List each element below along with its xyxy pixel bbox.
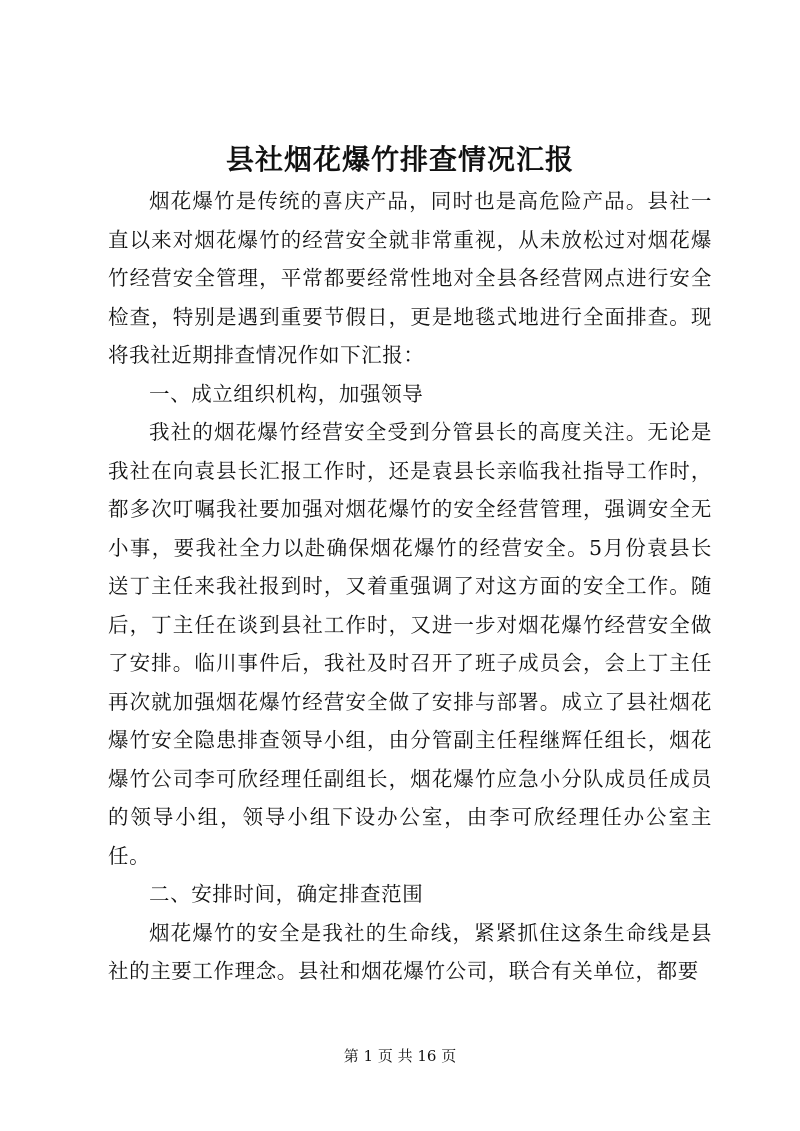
page-number-footer: 第 1 页 共 16 页 xyxy=(343,1047,457,1065)
section-1-paragraph: 我社的烟花爆竹经营安全受到分管县长的高度关注。无论是我社在向袁县长汇报工作时，还是袁县长亲临我社指导工作时，都多次叮嘱我社要加强对烟花爆竹的安全经营管理，强调安全无小事，要我社全力以赴确保烟花爆竹的经营安全。5月份袁县长送丁主任来我社报到时，又着重强调了对这方面的安全工作。随后，丁主任在谈到县社工作时，又进一步对烟花爆竹经营安全做了安排。临川事件后，我社及时召开了班子成员会，会上丁主任再次就加强烟花爆竹经营安全做了安排与部署。成立了县社烟花爆竹安全隐患排查领导小组，由分管副主任程继辉任组长，烟花爆竹公司李可欣经理任副组长，烟花爆竹应急小分队成员任成员的领导小组，领导小组下设办公室，由李可欣经理任办公室主任。 xyxy=(108,420,712,868)
section-heading-1: 一、成立组织机构，加强领导 xyxy=(149,381,424,406)
document-title: 县社烟花爆竹排查情况汇报 xyxy=(225,143,574,176)
document-body xyxy=(108,182,712,991)
section-heading-2: 二、安排时间，确定排查范围 xyxy=(149,882,424,906)
intro-paragraph: 烟花爆竹是传统的喜庆产品，同时也是高危险产品。县社一直以来对烟花爆竹的经营安全就非常重视，从未放松过对烟花爆竹经营安全管理，平常都要经常性地对全县各经营网点进行安全检查，特别是遇到重要节假日，更是地毯式地进行全面排查。现将我社近期排查情况作如下汇报： xyxy=(108,189,712,367)
section-2-paragraph: 烟花爆竹的安全是我社的生命线，紧紧抓住这条生命线是县社的主要工作理念。县社和烟花爆竹公司，联合有关单位，都要 xyxy=(108,920,712,983)
